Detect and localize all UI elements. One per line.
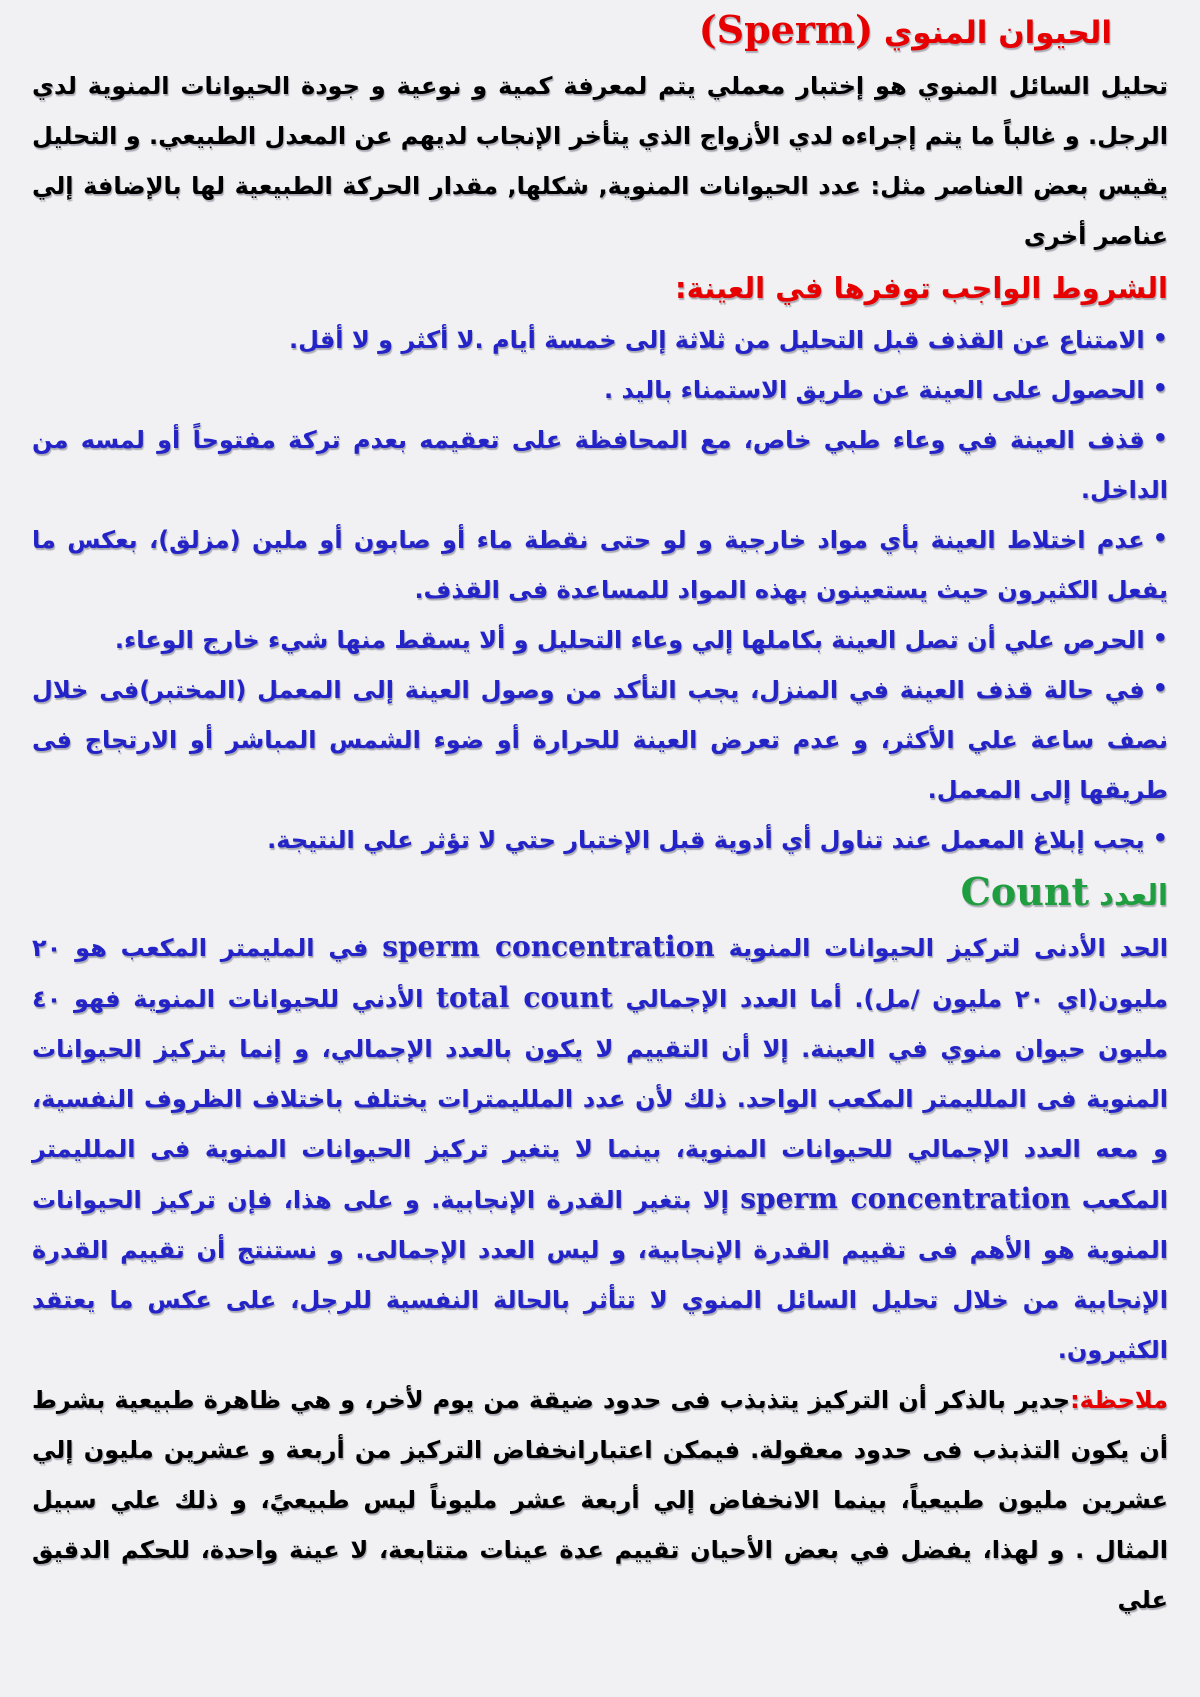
- list-item-text: الحصول على العينة عن طريق الاستمناء باليد .: [604, 376, 1145, 404]
- list-item-text: في حالة قذف العينة في المنزل، يجب التأكد من وصول العينة إلى المعمل (المختبر)فى خلال نصف ساعة علي الأكثر، و عدم تعرض العينة للحرارة أو ضوء الشمس المباشر أو الارتجاج فى طريقها إلى المعمل.: [32, 676, 1168, 804]
- page-title: [32, 2, 1112, 61]
- list-item: [32, 615, 1168, 665]
- bullet-icon: •: [1152, 624, 1168, 652]
- intro-paragraph: تحليل السائل المنوي هو إختبار معملي يتم لمعرفة كمية و نوعية و جودة الحيوانات المنوية لدي الرجل. و غالباً ما يتم إجراءه لدي الأزواج الذي يتأخر الإنجاب لديهم عن المعدل الطبيعي. و التحليل يقيس بعض العناصر مثل: عدد الحيوانات المنوية, شكلها, مقدار الحركة الطبيعية لها بالإضافة إلي عناصر أخرى: [32, 72, 1168, 250]
- list-item: [32, 665, 1168, 815]
- sperm-concentration-term: sperm concentration: [382, 930, 715, 963]
- note-text: جدير بالذكر أن التركيز يتذبذب فى حدود ضيقة من يوم لأخر، و هي ظاهرة طبيعية بشرط أن يكون التذبذب فى حدود معقولة. فيمكن اعتبارانخفاض التركيز من أربعة و عشرين مليون إلي عشرين مليون طبيعياً، بينما الانخفاض إلي أربعة عشر مليوناً ليس طبيعيً، و ذلك علي سبيل المثال . و لهذا، يفضل في بعض الأحيان تقييم عدة عينات متتابعة، لا عينة واحدة، للحكم الدقيق علي: [32, 1386, 1168, 1614]
- bullet-icon: •: [1152, 674, 1168, 702]
- list-item: [32, 315, 1168, 365]
- count-text-run: إلا بتغير القدرة الإنجابية. و على هذا، فإن تركيز الحيوانات المنوية هو الأهم فى تقييم القدرة الإنجابية، و ليس العدد الإجمالى. و نستنتج أن تقييم القدرة الإنجابية من خلال تحليل السائل المنوي لا تتأثر بالحالة النفسية للرجل، على عكس ما يعتقد الكثيرون.: [32, 1186, 1168, 1364]
- list-item-text: يجب إبلاغ المعمل عند تناول أي أدوية قبل الإختبار حتي لا تؤثر علي النتيجة.: [267, 826, 1145, 854]
- bullet-icon: •: [1152, 424, 1168, 452]
- count-paragraph: [32, 922, 1168, 1375]
- list-item-text: الامتناع عن القذف قبل التحليل من ثلاثة إلى خمسة أيام .لا أكثر و لا أقل.: [289, 326, 1145, 354]
- count-heading-latin: Count: [960, 869, 1090, 914]
- bullet-icon: •: [1152, 324, 1168, 352]
- list-item-text: الحرص علي أن تصل العينة بكاملها إلي وعاء التحليل و ألا يسقط منها شيء خارج الوعاء.: [114, 626, 1145, 654]
- bullet-icon: •: [1152, 374, 1168, 402]
- conditions-heading: الشروط الواجب توفرها في العينة:: [675, 271, 1168, 305]
- note-paragraph: [32, 1375, 1168, 1625]
- list-item-text: عدم اختلاط العينة بأي مواد خارجية و لو حتى نقطة ماء أو صابون أو ملين (مزلق)، بعكس ما يفعل الكثيرون حيث يستعينون بهذه المواد للمساعدة فى القذف.: [32, 526, 1168, 604]
- sperm-concentration-term: sperm concentration: [740, 1182, 1071, 1215]
- conditions-list: [32, 315, 1168, 865]
- list-item: [32, 815, 1168, 865]
- bullet-icon: •: [1152, 824, 1168, 852]
- page-title-latin: (Sperm): [698, 7, 874, 52]
- list-item-text: قذف العينة في وعاء طبي خاص، مع المحافظة على تعقيمه بعدم تركة مفتوحاً أو لمسه من الداخل.: [32, 426, 1168, 504]
- count-text-run: في المليمتر المكعب هو ٢٠ مليون(اي ٢٠ مليون /مل). أما العدد الإجمالي: [32, 934, 1168, 1013]
- list-item: [32, 515, 1168, 615]
- count-text-run: الحد الأدنى لتركيز الحيوانات المنوية: [714, 934, 1168, 962]
- page-title-arabic: الحيوان المنوي: [873, 15, 1112, 51]
- list-item: [32, 415, 1168, 515]
- note-label: ملاحظة:: [1070, 1386, 1168, 1414]
- count-heading-arabic: العدد: [1089, 878, 1168, 912]
- count-heading: [32, 865, 1168, 922]
- total-count-term: total count: [436, 981, 613, 1014]
- list-item: [32, 365, 1168, 415]
- count-text-run: الأدني للحيوانات المنوية فهو ٤٠ مليون حيوان منوي في العينة. إلا أن التقييم لا يكون بالعدد الإجمالي، و إنما بتركيز الحيوانات المنوية فى الملليمتر المكعب الواحد. ذلك لأن عدد الملليمترات يختلف باختلاف الظروف النفسية، و معه العدد الإجمالي للحيوانات المنوية، بينما لا يتغير تركيز الحيوانات المنوية فى الملليمتر المكعب: [32, 985, 1168, 1214]
- bullet-icon: •: [1152, 524, 1168, 552]
